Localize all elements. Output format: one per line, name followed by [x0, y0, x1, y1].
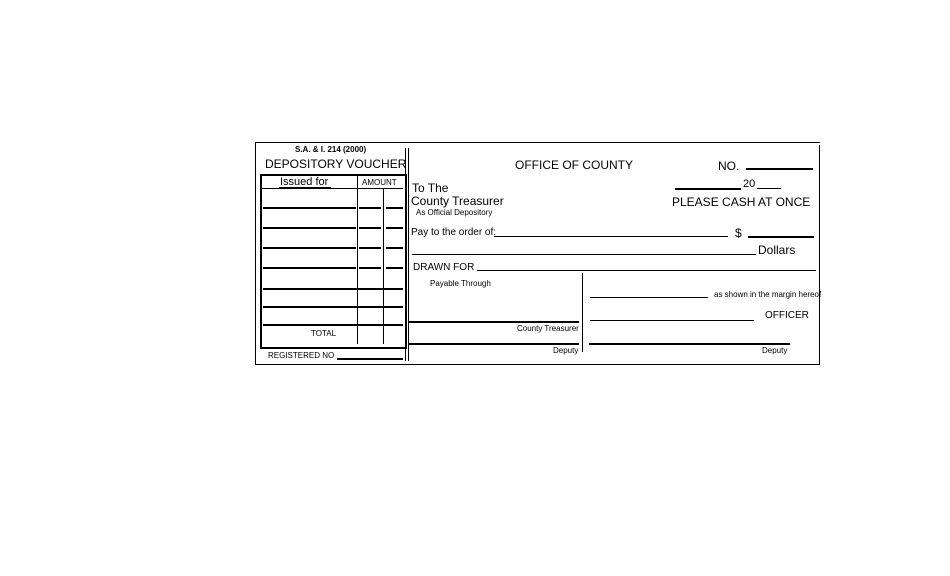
no-label: NO. [718, 159, 740, 173]
stub-title: DEPOSITORY VOUCHER [265, 157, 407, 171]
number-field[interactable] [746, 168, 813, 170]
payable-through-label: Payable Through [430, 279, 491, 288]
margin-field[interactable] [590, 297, 708, 298]
frame-bottom-line [255, 364, 820, 365]
stub-table [260, 174, 407, 349]
dollar-sign: $ [735, 226, 742, 240]
stub-row-line [263, 267, 356, 269]
amount-words-field[interactable] [412, 254, 756, 255]
please-cash-notice: PLEASE CASH AT ONCE [672, 195, 811, 209]
registered-no-field[interactable] [337, 358, 403, 360]
office-of-county-title: OFFICE OF COUNTY [515, 158, 633, 172]
drawn-for-field[interactable] [477, 270, 816, 271]
margin-note: as shown in the margin hereof [714, 290, 822, 299]
frame-right-line [819, 145, 820, 364]
frame-top-line [255, 142, 820, 143]
stub-header-line [262, 188, 403, 189]
stub-col-divider [357, 176, 358, 344]
stub-row-line [263, 207, 356, 209]
amount-tick [359, 207, 381, 209]
cents-tick [386, 207, 403, 209]
form-code: S.A. & I. 214 (2000) [295, 145, 367, 154]
amount-tick [359, 227, 381, 229]
lower-section-divider [582, 273, 583, 352]
pay-to-order-label: Pay to the order of: [411, 227, 497, 238]
county-treasurer-addressee: County Treasurer [411, 194, 504, 208]
date-field[interactable] [675, 188, 741, 190]
stub-row-line [263, 288, 403, 290]
cents-tick [386, 267, 403, 269]
payee-field[interactable] [494, 236, 728, 237]
stub-row-line [263, 247, 356, 249]
stub-row-line [263, 324, 403, 326]
as-official-depository: As Official Depository [416, 208, 493, 217]
treasurer-signature-line[interactable] [409, 321, 579, 323]
stub-row-line [263, 306, 403, 308]
officer-label: OFFICER [765, 310, 809, 321]
deputy-left-label: Deputy [553, 346, 579, 355]
stub-row-line [263, 227, 356, 229]
col-issued-for-header: Issued for [280, 176, 329, 188]
officer-signature-line[interactable] [590, 320, 754, 321]
year-prefix: 20 [743, 178, 756, 190]
drawn-for-label: DRAWN FOR [413, 262, 475, 273]
frame-left-line [255, 142, 256, 364]
to-the-label: To The [412, 181, 449, 195]
amount-tick [359, 267, 381, 269]
cents-tick [386, 247, 403, 249]
issued-for-underline [279, 187, 331, 188]
registered-no-label: REGISTERED NO [268, 351, 335, 360]
cents-tick [386, 227, 403, 229]
amount-tick [359, 247, 381, 249]
treasurer-deputy-line[interactable] [409, 343, 579, 345]
stub-cents-divider [383, 188, 384, 344]
stub-divider-line-inner [408, 148, 409, 361]
county-treasurer-signature-label: County Treasurer [517, 324, 579, 333]
total-label: TOTAL [311, 329, 337, 338]
dollars-label: Dollars [758, 243, 796, 257]
deputy-right-label: Deputy [762, 346, 788, 355]
amount-field[interactable] [748, 236, 814, 238]
officer-deputy-line[interactable] [589, 343, 790, 345]
col-amount-header: AMOUNT [362, 178, 397, 187]
year-field[interactable] [757, 188, 781, 189]
